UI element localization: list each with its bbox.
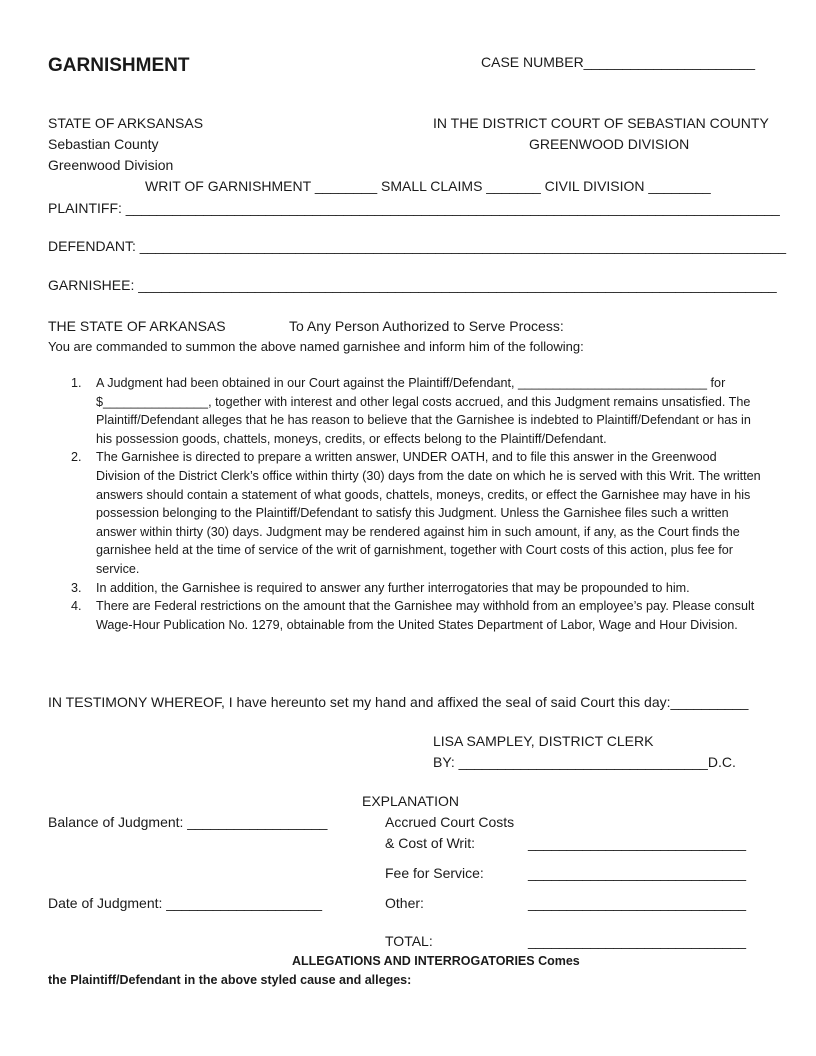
item-number: 1. — [71, 376, 82, 390]
balance-of-judgment-field[interactable]: Balance of Judgment: __________________ — [48, 814, 328, 830]
fee-for-service-field[interactable]: ____________________________ — [528, 865, 747, 881]
state-of-arkansas-label: THE STATE OF ARKANSAS — [48, 318, 226, 334]
court-name: IN THE DISTRICT COURT OF SEBASTIAN COUNTY — [433, 115, 769, 131]
list-item — [71, 448, 764, 578]
allegations-heading: ALLEGATIONS AND INTERROGATORIES Comes — [292, 954, 580, 968]
other-label: Other: — [385, 895, 424, 911]
summon-text: You are commanded to summon the above named garnishee and inform him of the following: — [48, 339, 584, 354]
garnishee-field[interactable]: GARNISHEE: __________________________________________________________________________________ — [48, 277, 777, 293]
cost-of-writ-label: & Cost of Writ: — [385, 835, 475, 851]
clerk-by-line[interactable]: BY: ________________________________D.C. — [433, 754, 736, 770]
item-text: In addition, the Garnishee is required to answer any further interrogatories that may be propounded to him. — [96, 580, 690, 595]
item-text: The Garnishee is directed to prepare a written answer, UNDER OATH, and to file this answer in the Greenwood Division of the District Clerk’s office within thirty (30) days from the date on which he is served with this Writ. The written answers should contain a statement of what goods, chattels, moneys, credits, or effect the Garnishee may have in his possession belonging to the Plaintiff/Defendant to satisfy this Judgment. Unless the Garnishee files such a written answer within thirty (30) days. Judgment may be rendered against him in such amount, if any, as the Court finds the garnishee held at the time of service of the writ of garnishment, together with Court costs of this action, plus fee for service. — [96, 450, 761, 576]
allegations-text: the Plaintiff/Defendant in the above styled cause and alleges: — [48, 973, 412, 987]
explanation-heading: EXPLANATION — [362, 793, 459, 809]
court-division: GREENWOOD DIVISION — [529, 136, 690, 152]
date-of-judgment-field[interactable]: Date of Judgment: ____________________ — [48, 895, 323, 911]
testimony-line[interactable]: IN TESTIMONY WHEREOF, I have hereunto set my hand and affixed the seal of said Court this day:__________ — [48, 694, 749, 710]
list-item — [71, 597, 764, 634]
total-label: TOTAL: — [385, 933, 433, 949]
accrued-costs-label: Accrued Court Costs — [385, 814, 515, 830]
county-label: Sebastian County — [48, 136, 159, 152]
plaintiff-field[interactable]: PLAINTIFF: ____________________________________________________________________________________ — [48, 200, 780, 216]
state-label: STATE OF ARKSANSAS — [48, 115, 204, 131]
instruction-list — [71, 374, 764, 634]
clerk-name: LISA SAMPLEY, DISTRICT CLERK — [433, 733, 654, 749]
list-item — [71, 579, 764, 598]
writ-type-line[interactable]: WRIT OF GARNISHMENT ________ SMALL CLAIMS _______ CIVIL DIVISION ________ — [145, 178, 711, 194]
item-number: 4. — [71, 599, 82, 614]
other-field[interactable]: ____________________________ — [528, 895, 747, 911]
division-label: Greenwood Division — [48, 157, 174, 173]
defendant-field[interactable]: DEFENDANT: ___________________________________________________________________________________ — [48, 238, 787, 254]
list-item — [71, 374, 764, 448]
item-number: 3. — [71, 580, 82, 595]
item-text: There are Federal restrictions on the amount that the Garnishee may withhold from an employee’s pay. Please consult Wage-Hour Publication No. 1279, obtainable from the United States Department of Labor, Wage and Hour Division. — [96, 599, 755, 632]
form-title: GARNISHMENT — [48, 55, 190, 76]
to-whom-label: To Any Person Authorized to Serve Process: — [289, 318, 564, 334]
total-field[interactable]: ____________________________ — [528, 933, 747, 949]
case-number-field[interactable]: CASE NUMBER______________________ — [481, 54, 755, 70]
cost-of-writ-field[interactable]: ____________________________ — [528, 835, 747, 851]
item-text: A Judgment had been obtained in our Court against the Plaintiff/Defendant, ___________________________ for $_______________, together with interest and other legal costs accrued, and this Judgment remains unsatisfied. The Plaintiff/Defendant alleges that he has reason to believe that the Garnishee is indebted to Plaintiff/Defendant or has in his possession goods, chattels, moneys, credits, or effects belong to the Plaintiff/Defendant. — [96, 376, 751, 446]
item-number: 2. — [71, 450, 82, 465]
fee-for-service-label: Fee for Service: — [385, 865, 484, 881]
